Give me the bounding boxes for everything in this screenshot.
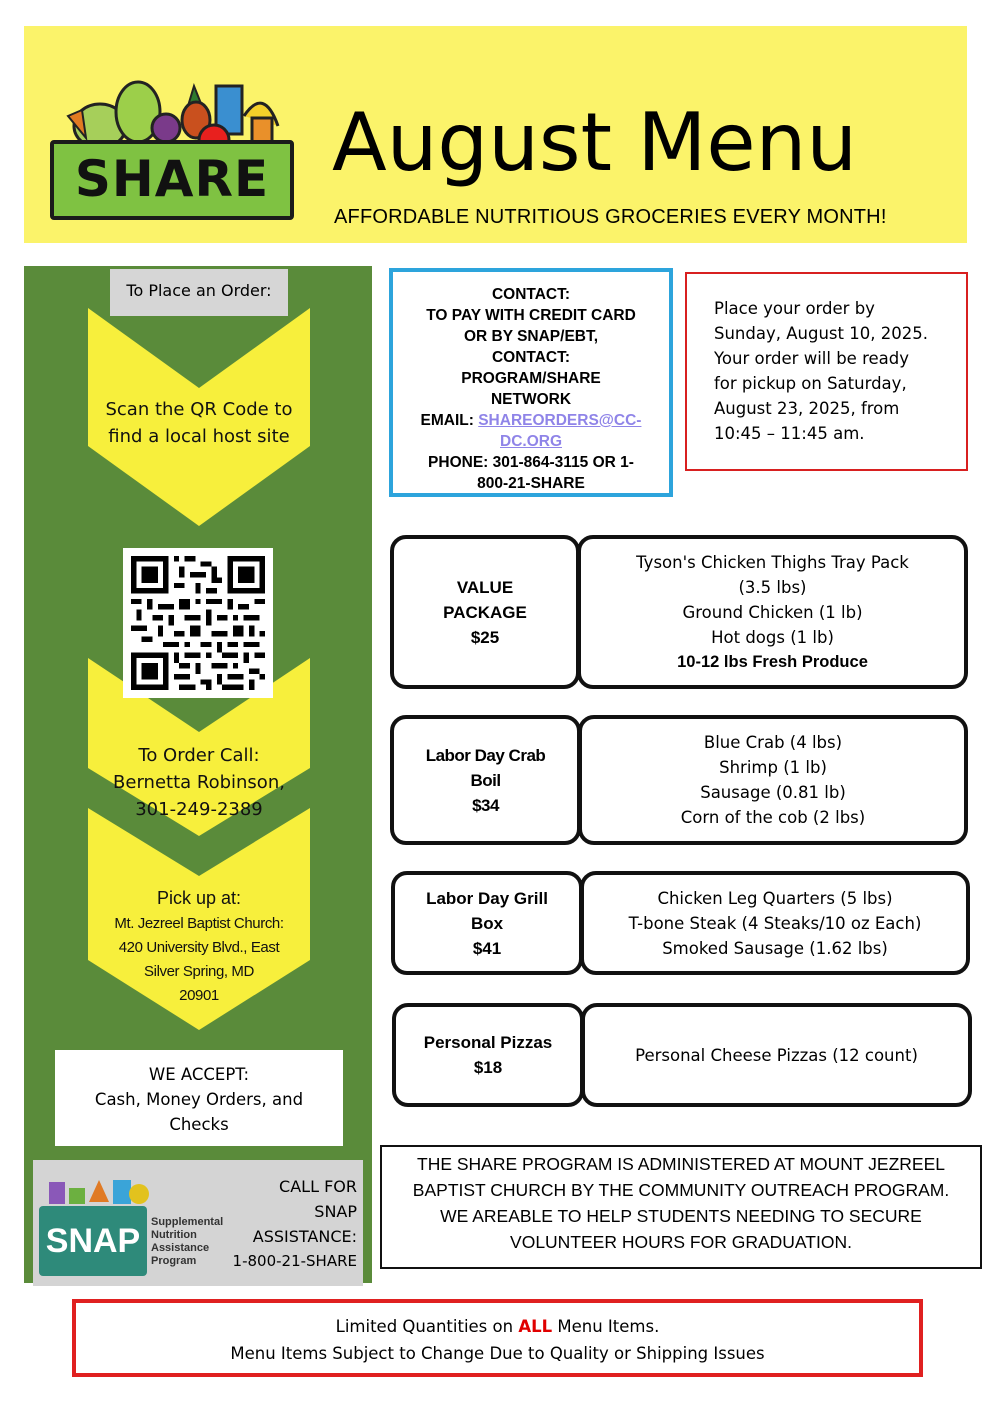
scan-line-2: find a local host site: [108, 426, 290, 447]
package-price: $41: [472, 938, 502, 958]
accept-line-1: WE ACCEPT:: [148, 1065, 250, 1084]
deadline-line-6: 10:45 – 11:45 am.: [714, 424, 865, 443]
pickup-line-4: Silver Spring, MD: [144, 963, 254, 980]
email-link[interactable]: SHAREORDERS@CC-: [478, 412, 642, 429]
scan-qr-arrow: [88, 308, 310, 526]
package-name: [390, 715, 581, 845]
snap-full-name: [151, 1216, 223, 1268]
pickup-line-2: Mt. Jezreel Baptist Church:: [114, 915, 284, 932]
package-crab-boil: [390, 715, 968, 845]
package-item: T-bone Steak (4 Steaks/10 oz Each): [628, 913, 922, 933]
email-label: EMAIL:: [420, 412, 479, 429]
header-banner: [24, 26, 967, 243]
package-name: [391, 871, 583, 975]
package-item-produce: 10-12 lbs Fresh Produce: [677, 652, 868, 671]
package-grill-box: [391, 871, 970, 975]
contact-phone-1: PHONE: 301-864-3115 OR 1-: [428, 454, 634, 471]
pickup-line-3: 420 University Blvd., East: [118, 939, 280, 956]
program-line-4: VOLUNTEER HOURS FOR GRADUATION.: [510, 1232, 852, 1252]
deadline-line-1: Place your order by: [714, 299, 875, 318]
snap-sub-4: Program: [151, 1255, 197, 1267]
package-name-line-1: VALUE: [456, 577, 514, 597]
contact-line-1: CONTACT:: [491, 286, 571, 303]
package-item: Chicken Leg Quarters (5 lbs): [657, 888, 893, 908]
package-item: Blue Crab (4 lbs): [703, 733, 843, 752]
package-item: Sausage (0.81 lb): [700, 783, 846, 802]
pickup-line-5: 20901: [179, 987, 219, 1004]
package-name-line-1: Personal Pizzas: [423, 1033, 553, 1052]
package-price: $25: [470, 627, 500, 647]
footer-notice: [72, 1299, 923, 1377]
snap-assistance-box: [33, 1160, 363, 1286]
deadline-line-5: August 23, 2025, from: [714, 399, 900, 418]
package-name-line-2: PACKAGE: [443, 602, 527, 622]
contact-box: [389, 268, 673, 497]
call-line-2: Bernetta Robinson,: [113, 772, 285, 793]
package-item: Tyson's Chicken Thighs Tray Pack: [636, 552, 909, 572]
snap-call-1: CALL FOR: [279, 1177, 357, 1196]
order-info-column: [24, 266, 372, 1283]
package-name-line-2: Box: [470, 913, 504, 933]
footer-line-1-pre: Limited Quantities on: [335, 1317, 519, 1336]
snap-call-2: SNAP: [314, 1202, 357, 1221]
qr-code-icon: [131, 556, 265, 690]
program-info-box: [380, 1145, 982, 1269]
scan-line-1: Scan the QR Code to: [105, 399, 293, 420]
contact-email-row: [393, 410, 669, 431]
contact-phone-2: 800-21-SHARE: [477, 475, 585, 492]
order-deadline-box: [685, 272, 968, 471]
package-item: Personal Cheese Pizzas (12 count): [635, 1045, 918, 1065]
accept-line-2: Cash, Money Orders, and: [94, 1090, 304, 1109]
snap-call-text: [233, 1174, 357, 1274]
footer-all-highlight: ALL: [518, 1317, 553, 1336]
package-item: (3.5 lbs): [738, 577, 807, 597]
snap-call-3: ASSISTANCE:: [252, 1227, 357, 1246]
contact-line-2: TO PAY WITH CREDIT CARD: [426, 307, 636, 324]
contact-line-4: CONTACT:: [491, 349, 571, 366]
pickup-line-1: Pick up at:: [156, 888, 242, 908]
package-item: Ground Chicken (1 lb): [682, 602, 863, 622]
package-price: $34: [472, 795, 499, 815]
package-personal-pizzas: [392, 1003, 972, 1107]
program-line-1: THE SHARE PROGRAM IS ADMINISTERED AT MOUNT JEZREEL: [417, 1154, 945, 1174]
package-item: Smoked Sausage (1.62 lbs): [662, 938, 888, 958]
snap-logo-text: SNAP: [45, 1222, 141, 1260]
package-items: [580, 871, 970, 975]
footer-line-1: [76, 1313, 919, 1340]
contact-line-6: NETWORK: [490, 391, 572, 408]
contact-line-5: PROGRAM/SHARE: [461, 370, 601, 387]
package-item: Corn of the cob (2 lbs): [680, 808, 866, 827]
share-logo: [48, 56, 298, 221]
program-line-3: WE AREABLE TO HELP STUDENTS NEEDING TO SECURE: [440, 1206, 922, 1226]
share-logo-text: SHARE: [74, 150, 270, 208]
snap-sub-3: Assistance: [151, 1242, 210, 1254]
qr-code[interactable]: [123, 548, 273, 698]
email-link-continued[interactable]: DC.ORG: [500, 433, 562, 450]
page-title: August Menu: [332, 96, 858, 189]
package-name-line-1: Labor Day Grill: [426, 888, 548, 908]
package-value: [390, 535, 968, 689]
contact-line-3: OR BY SNAP/EBT,: [463, 328, 599, 345]
page-subtitle: AFFORDABLE NUTRITIOUS GROCERIES EVERY MONTH!: [334, 206, 887, 228]
snap-logo: [39, 1206, 147, 1276]
deadline-line-2: Sunday, August 10, 2025.: [714, 324, 928, 343]
package-item: Hot dogs (1 lb): [711, 627, 834, 647]
pickup-arrow: [88, 808, 310, 1030]
snap-sub-1: Supplemental: [151, 1216, 224, 1228]
footer-line-2: Menu Items Subject to Change Due to Quality or Shipping Issues: [230, 1344, 765, 1363]
package-name-line-2: Boil: [470, 770, 501, 790]
deadline-line-3: Your order will be ready: [714, 349, 909, 368]
call-line-3: 301-249-2389: [135, 799, 263, 820]
package-name-line-1: Labor Day Crab: [425, 745, 546, 765]
contact-email-row-2: [393, 431, 669, 452]
deadline-line-4: for pickup on Saturday,: [714, 374, 907, 393]
call-line-1: To Order Call:: [138, 745, 260, 766]
payment-methods-box: [55, 1050, 343, 1146]
package-items: [578, 715, 968, 845]
package-item: Shrimp (1 lb): [719, 758, 827, 777]
share-logo-box: [50, 140, 294, 220]
package-name: [392, 1003, 584, 1107]
snap-sub-2: Nutrition: [151, 1229, 197, 1241]
package-price: $18: [473, 1058, 503, 1077]
accept-line-3: Checks: [169, 1115, 229, 1134]
program-line-2: BAPTIST CHURCH BY THE COMMUNITY OUTREACH PROGRAM.: [412, 1180, 950, 1200]
package-name: [390, 535, 580, 689]
snap-call-4: 1-800-21-SHARE: [232, 1252, 357, 1270]
footer-line-1-post: Menu Items.: [552, 1317, 660, 1336]
package-items: [577, 535, 968, 689]
place-order-label: To Place an Order:: [110, 269, 288, 316]
package-items: [581, 1003, 972, 1107]
